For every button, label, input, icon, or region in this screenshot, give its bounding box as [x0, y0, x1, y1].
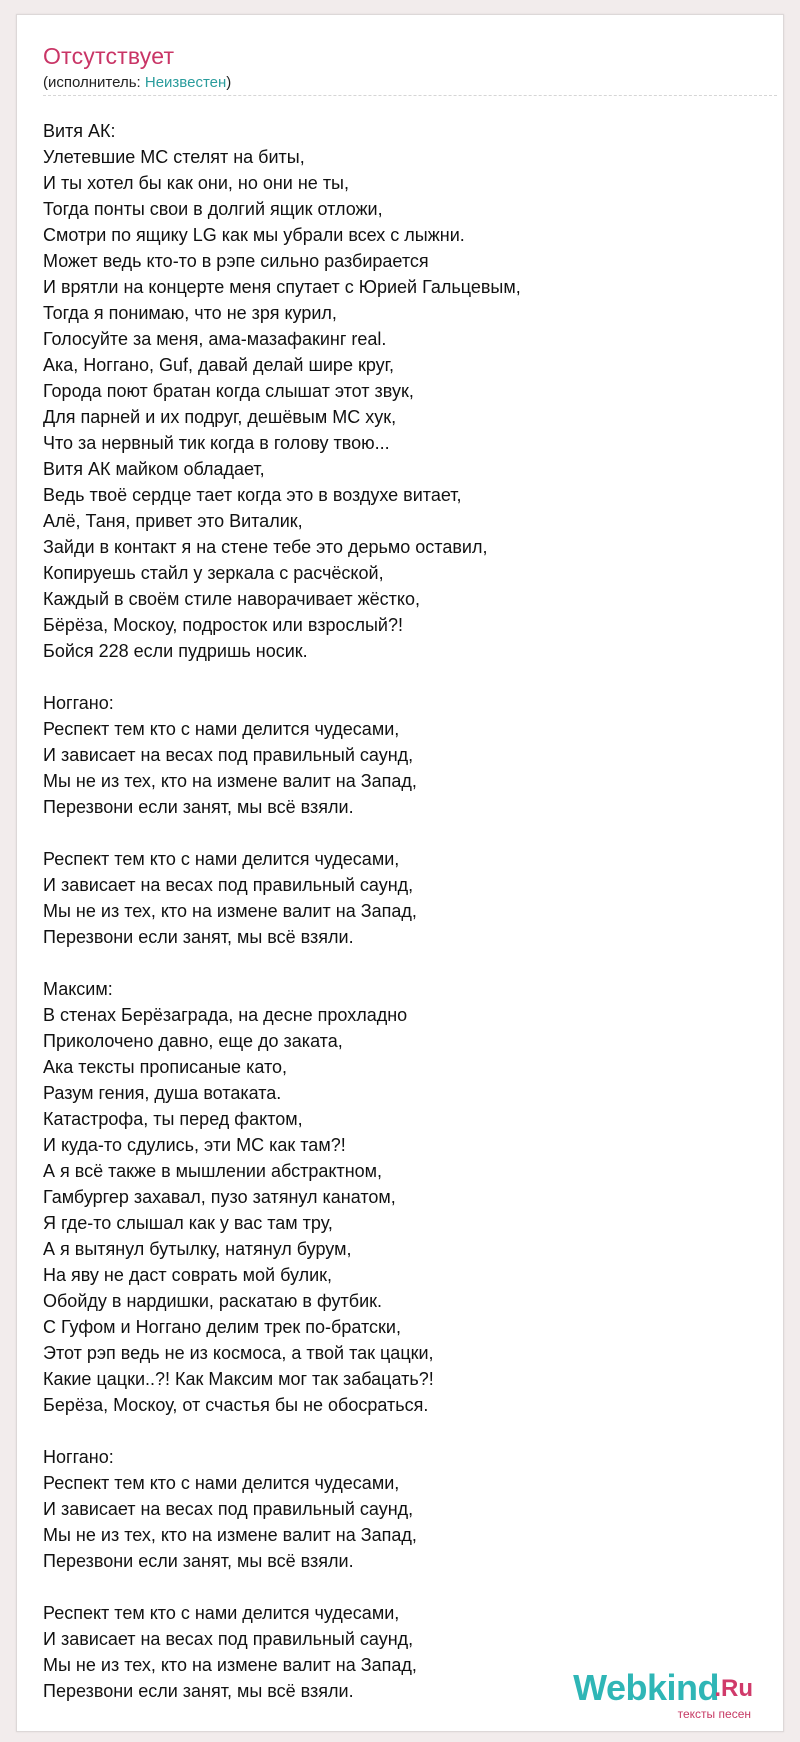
lyric-line: Бойся 228 если пудришь носик. [43, 641, 308, 661]
logo-tagline: тексты песен [677, 1707, 751, 1721]
lyric-line: Респект тем кто с нами делится чудесами, [43, 1473, 400, 1493]
lyric-line: Респект тем кто с нами делится чудесами, [43, 849, 400, 869]
lyric-line: И зависает на весах под правильный саунд, [43, 745, 414, 765]
lyric-line: Обойду в нардишки, раскатаю в футбик. [43, 1291, 383, 1311]
artist-suffix: ) [226, 74, 232, 91]
lyric-line: Бёрёза, Москоу, подросток или взрослый?! [43, 615, 403, 635]
lyric-line: С Гуфом и Ноггано делим трек по-братски, [43, 1317, 401, 1337]
lyric-line: И зависает на весах под правильный саунд, [43, 1629, 414, 1649]
lyric-line: Мы не из тех, кто на измене валит на Запад, [43, 1655, 417, 1675]
lyric-line: Мы не из тех, кто на измене валит на Запад, [43, 1525, 417, 1545]
lyric-line: Этот рэп ведь не из космоса, а твой так цацки, [43, 1343, 434, 1363]
lyric-line: Витя АК: [43, 121, 116, 141]
lyric-line: Перезвони если занят, мы всё взяли. [43, 797, 354, 817]
lyric-line: Ака, Ноггано, Guf, давай делай шире круг, [43, 355, 395, 375]
lyric-line: Мы не из тех, кто на измене валит на Запад, [43, 771, 417, 791]
lyric-line: Смотри по ящику LG как мы убрали всех с лыжни. [43, 225, 465, 245]
lyric-line: Какие цацки..?! Как Максим мог так забацать?! [43, 1369, 434, 1389]
lyric-line: На яву не даст соврать мой булик, [43, 1265, 333, 1285]
lyric-line: А я вытянул бутылку, натянул бурум, [43, 1239, 352, 1259]
lyric-line: Приколочено давно, еще до заката, [43, 1031, 343, 1051]
separator [43, 95, 777, 96]
artist-prefix: (исполнитель: [43, 74, 145, 91]
lyric-line: Тогда понты свои в долгий ящик отложи, [43, 199, 383, 219]
lyric-line: Витя АК майком обладает, [43, 459, 265, 479]
lyric-block [43, 846, 773, 950]
lyric-line: Алё, Таня, привет это Виталик, [43, 511, 303, 531]
lyric-line: И зависает на весах под правильный саунд, [43, 875, 414, 895]
lyric-line: Перезвони если занят, мы всё взяли. [43, 1681, 354, 1701]
lyric-line: Голосуйте за меня, ама-мазафакинг real. [43, 329, 387, 349]
lyric-line: Города поют братан когда слышат этот звук, [43, 381, 414, 401]
song-title: Отсутствует [43, 43, 175, 69]
logo-wordmark: Webkind [573, 1667, 719, 1708]
lyrics-text [43, 118, 773, 1730]
lyric-line: Улетевшие МС стелят на биты, [43, 147, 305, 167]
lyric-line: Разум гения, душа вотаката. [43, 1083, 282, 1103]
lyric-line: Катастрофа, ты перед фактом, [43, 1109, 303, 1129]
lyric-block [43, 1444, 773, 1574]
artist-line [43, 74, 231, 91]
lyric-line: Зайди в контакт я на стене тебе это дерьмо оставил, [43, 537, 488, 557]
lyric-line: Респект тем кто с нами делится чудесами, [43, 719, 400, 739]
artist-link[interactable]: Неизвестен [144, 74, 227, 91]
lyric-line: А я всё также в мышлении абстрактном, [43, 1161, 383, 1181]
lyric-block [43, 118, 773, 664]
lyrics-card [16, 14, 784, 1732]
lyric-line: Тогда я понимаю, что не зря курил, [43, 303, 337, 323]
lyric-line: Ноггано: [43, 1447, 114, 1467]
lyric-line: Перезвони если занят, мы всё взяли. [43, 1551, 354, 1571]
lyric-line: Может ведь кто-то в рэпе сильно разбирается [43, 251, 429, 271]
lyric-line: Ноггано: [43, 693, 114, 713]
lyric-line: Берёза, Москоу, от счастья бы не обосраться. [43, 1395, 429, 1415]
lyric-line: Ведь твоё сердце тает когда это в воздухе витает, [43, 485, 462, 505]
lyric-line: Респект тем кто с нами делится чудесами, [43, 1603, 400, 1623]
lyric-line: И ты хотел бы как они, но они не ты, [43, 173, 349, 193]
lyric-line: Ака тексты прописаные като, [43, 1057, 288, 1077]
lyric-line: Что за нервный тик когда в голову твою... [43, 433, 390, 453]
lyric-line: Копируешь стайл у зеркала с расчёской, [43, 563, 384, 583]
lyric-line: Мы не из тех, кто на измене валит на Запад, [43, 901, 417, 921]
lyric-line: Каждый в своём стиле наворачивает жёстко, [43, 589, 420, 609]
lyric-block [43, 976, 773, 1418]
lyric-block [43, 690, 773, 820]
logo-tld: .Ru [714, 1675, 753, 1702]
lyric-line: Я где-то слышал как у вас там тру, [43, 1213, 333, 1233]
webkind-logo[interactable] [563, 1667, 753, 1721]
lyric-line: Перезвони если занят, мы всё взяли. [43, 927, 354, 947]
lyric-line: Максим: [43, 979, 113, 999]
lyric-line: И врятли на концерте меня спутает с Юрией Гальцевым, [43, 277, 521, 297]
lyric-line: В стенах Берёзаграда, на десне прохладно [43, 1005, 408, 1025]
lyric-line: И куда-то сдулись, эти МС как там?! [43, 1135, 346, 1155]
lyric-line: Гамбургер захавал, пузо затянул канатом, [43, 1187, 396, 1207]
lyric-line: Для парней и их подруг, дешёвым МС хук, [43, 407, 397, 427]
lyric-line: И зависает на весах под правильный саунд, [43, 1499, 414, 1519]
